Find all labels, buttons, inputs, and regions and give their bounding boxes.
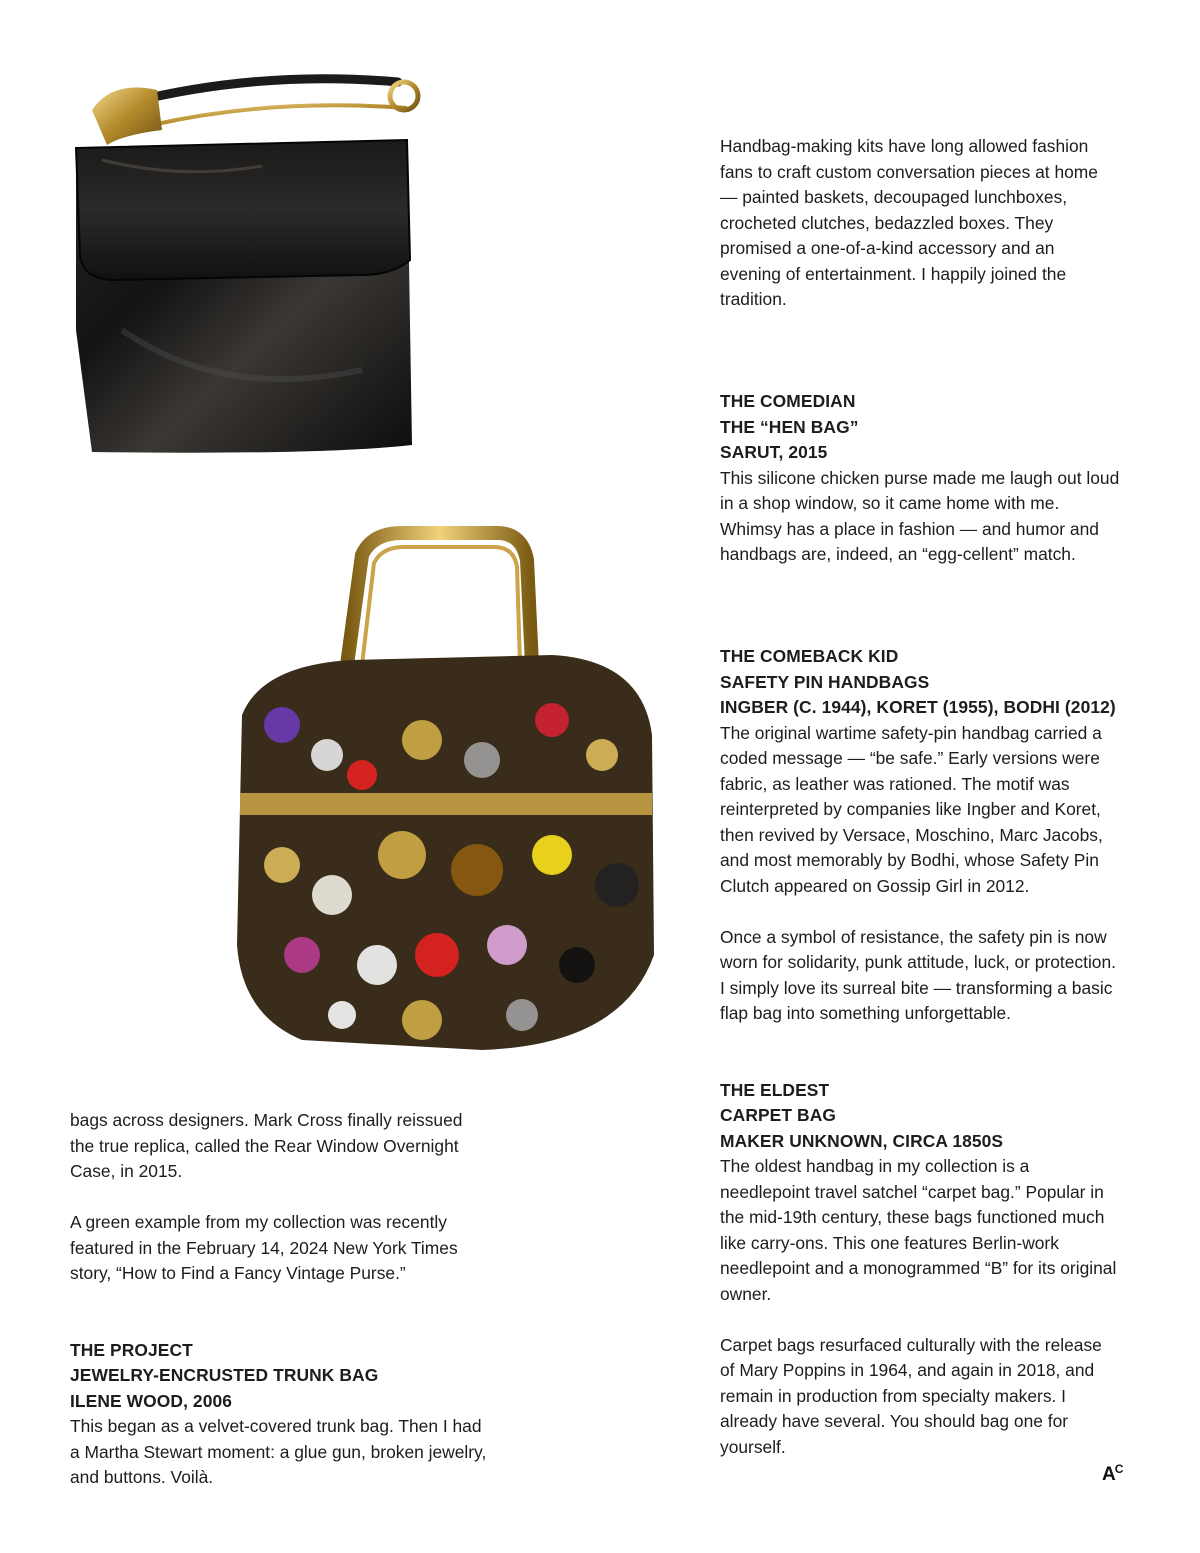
eldest-heading: THE ELDEST [720,1079,830,1100]
comeback-heading: THE COMEBACK KID [720,646,899,666]
comedian-body: This silicone chicken purse made me laugh out loud in a shop window, so it came home with me. Whimsy has a place in fashion — and humor and handbags are, indeed, an “egg-cellent” match. [720,467,1120,564]
green-example-paragraph: A green example from my collection was recently featured in the February 14, 2024 New York Times story, “How to Find a Fancy Vintage Purse.” [70,1212,458,1283]
intro-paragraph: Handbag-making kits have long allowed fashion fans to craft custom conversation pieces at home — painted baskets, decoupaged lunchboxes, crocheted clutches, bedazzled boxes. They promised a one-of-a-kind accessory and an evening of entertainment. I happily joined the tradition. [720,136,1098,309]
comeback-maker: INGBER (C. 1944), KORET (1955), BODHI (2012) [720,697,1116,717]
safety-pin-handbag-photo [62,70,422,470]
left-text-column [70,1108,490,1491]
project-subheading: JEWELRY-ENCRUSTED TRUNK BAG [70,1365,379,1385]
right-text-column [720,134,1120,1460]
publication-logo: $A^C$ [1102,1462,1123,1485]
eldest-maker: MAKER UNKNOWN, CIRCA 1850S [720,1130,1004,1151]
eldest-body-2: Carpet bags resurfaced culturally with the release of Mary Poppins in 1964, and again in 2018, and remain in production from specialty makers. I already have several. You should bag one for yourself. [720,1334,1102,1457]
comeback-body-1: The original wartime safety-pin handbag carried a coded message — “be safe.” Early versions were fabric, as leather was rationed. The motif was reinterpreted by companies like Ingber and Koret, then revived by Versace, Moschino, Marc Jacobs, and most memorably by Bodhi, whose Safety Pin Clutch appeared on Gossip Girl in 2012. [720,722,1103,896]
eldest-subheading: CARPET BAG [720,1105,836,1125]
comedian-heading: THE COMEDIAN [720,391,856,411]
project-maker: ILENE WOOD, 2006 [70,1390,233,1411]
comeback-subheading: SAFETY PIN HANDBAGS [720,671,930,692]
jewelry-trunk-bag-photo [222,525,662,1065]
project-body: This began as a velvet-covered trunk bag. Then I had a Martha Stewart moment: a glue gun, broken jewelry, and buttons. Voilà. [70,1416,487,1487]
comedian-subheading: THE “HEN BAG” [720,416,859,437]
continued-paragraph: bags across designers. Mark Cross finally reissued the true replica, called the Rear Window Overnight Case, in 2015. [70,1110,463,1181]
comedian-maker: SARUT, 2015 [720,442,828,462]
eldest-body-1: The oldest handbag in my collection is a needlepoint travel satchel “carpet bag.” Popular in the mid-19th century, these bags functioned much like carry-ons. This one features Berlin-work needlepoint and a monogrammed “B” for its original owner. [720,1156,1117,1304]
comeback-body-2: Once a symbol of resistance, the safety pin is now worn for solidarity, punk attitude, luck, or protection. I simply love its surreal bite — transforming a basic flap bag into something unforgettable. [720,926,1116,1023]
project-heading: THE PROJECT [70,1339,193,1360]
